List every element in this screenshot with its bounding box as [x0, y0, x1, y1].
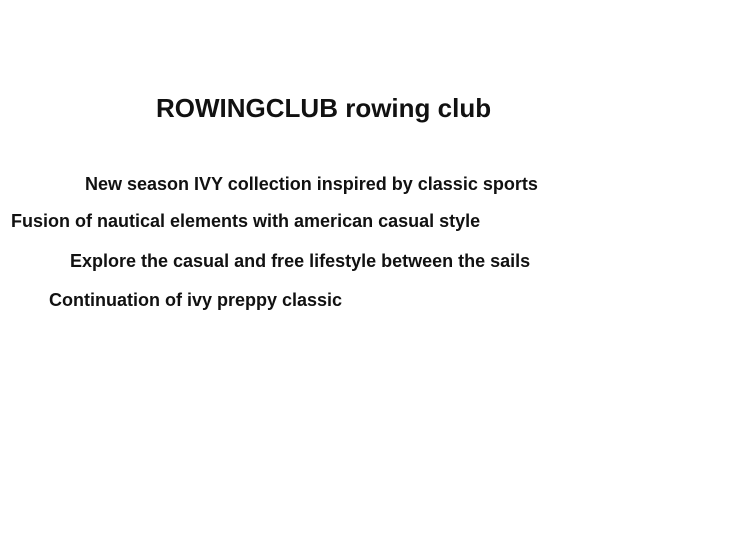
text-line-fusion: Fusion of nautical elements with american casual style	[11, 211, 481, 231]
text-line-collection: New season IVY collection inspired by classic sports	[85, 174, 538, 194]
page-title: ROWINGCLUB rowing club	[156, 93, 492, 123]
text-line-explore: Explore the casual and free lifestyle between the sails	[70, 251, 531, 271]
text-line-continuation: Continuation of ivy preppy classic	[49, 290, 343, 310]
